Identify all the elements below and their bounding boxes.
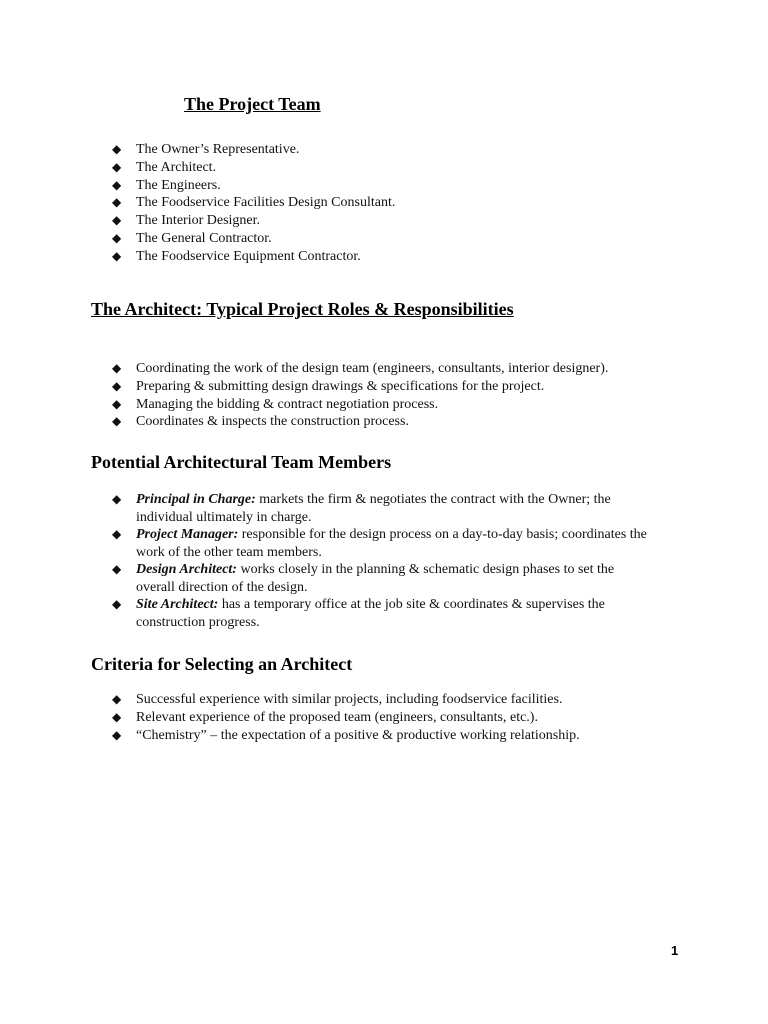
diamond-bullet-icon: ◆ [112, 177, 122, 192]
diamond-bullet-icon: ◆ [112, 692, 122, 706]
list-item [112, 709, 672, 727]
list-item [112, 413, 672, 431]
member-role-description: responsible for the design process on a day-to-day basis; coordinates the work of the other team members. [136, 527, 647, 560]
diamond-bullet-icon: ◆ [112, 727, 122, 742]
member-role-description: has a temporary office at the job site & coordinates & supervises the construction progress. [136, 597, 605, 630]
diamond-bullet-icon: ◆ [112, 230, 122, 245]
member-role-description: works closely in the planning & schematic design phases to set the overall direction of the design. [136, 562, 615, 595]
roles-heading: The Architect: Typical Project Roles & Responsibilities [91, 299, 514, 319]
members-heading: Potential Architectural Team Members [91, 452, 392, 472]
diamond-bullet-icon: ◆ [112, 378, 122, 393]
member-role-term: Project Manager: [136, 527, 239, 542]
diamond-bullet-icon: ◆ [112, 492, 122, 506]
list-item [112, 141, 672, 159]
roles-list [112, 360, 672, 431]
members-list [112, 491, 652, 631]
list-item [112, 194, 672, 212]
list-item [112, 727, 672, 745]
diamond-bullet-icon: ◆ [112, 396, 122, 411]
list-item-text: The Engineers. [136, 177, 221, 193]
list-item-text: Managing the bidding & contract negotiation process. [136, 396, 439, 412]
list-item-text: “Chemistry” – the expectation of a positive & productive working relationship. [136, 727, 580, 743]
diamond-bullet-icon: ◆ [112, 709, 122, 724]
list-item [112, 248, 672, 266]
list-item-text: The Interior Designer. [136, 213, 261, 229]
diamond-bullet-icon: ◆ [112, 361, 122, 375]
diamond-bullet-icon: ◆ [112, 213, 122, 228]
list-item [112, 396, 672, 414]
list-item [112, 212, 672, 230]
list-item [112, 230, 672, 248]
list-item [112, 526, 652, 561]
list-item [112, 691, 672, 709]
list-item-text: Successful experience with similar projects, including foodservice facilities. [136, 692, 563, 707]
list-item [112, 561, 652, 596]
list-item-text: The Foodservice Equipment Contractor. [136, 248, 361, 264]
list-item [112, 491, 652, 526]
diamond-bullet-icon: ◆ [112, 414, 122, 429]
page-number: 1 [671, 943, 679, 958]
diamond-bullet-icon: ◆ [112, 527, 122, 541]
criteria-list [112, 691, 672, 744]
list-item-text: Coordinates & inspects the construction process. [136, 414, 409, 430]
list-item [112, 360, 672, 378]
diamond-bullet-icon: ◆ [112, 597, 122, 611]
list-item-text: The Owner’s Representative. [136, 142, 300, 157]
team-list [112, 141, 672, 266]
list-item-text: The General Contractor. [136, 230, 272, 246]
member-role-term: Design Architect: [136, 562, 237, 577]
list-item-text: Relevant experience of the proposed team (engineers, consultants, etc.). [136, 709, 538, 725]
diamond-bullet-icon: ◆ [112, 142, 122, 156]
list-item-text: Preparing & submitting design drawings & specifications for the project. [136, 378, 545, 394]
criteria-heading: Criteria for Selecting an Architect [91, 654, 353, 674]
list-item [112, 159, 672, 177]
diamond-bullet-icon: ◆ [112, 562, 122, 576]
list-item-text: The Foodservice Facilities Design Consultant. [136, 195, 396, 211]
list-item [112, 596, 652, 631]
diamond-bullet-icon: ◆ [112, 248, 122, 263]
diamond-bullet-icon: ◆ [112, 159, 122, 174]
diamond-bullet-icon: ◆ [112, 195, 122, 210]
list-item-text: Coordinating the work of the design team (engineers, consultants, interior designer). [136, 361, 609, 376]
member-role-term: Site Architect: [136, 597, 219, 612]
page-title: The Project Team [184, 94, 321, 114]
list-item [112, 177, 672, 195]
member-role-description: markets the firm & negotiates the contract with the Owner; the individual ultimately in charge. [136, 492, 611, 525]
member-role-term: Principal in Charge: [136, 492, 256, 507]
list-item-text: The Architect. [136, 159, 217, 175]
list-item [112, 378, 672, 396]
